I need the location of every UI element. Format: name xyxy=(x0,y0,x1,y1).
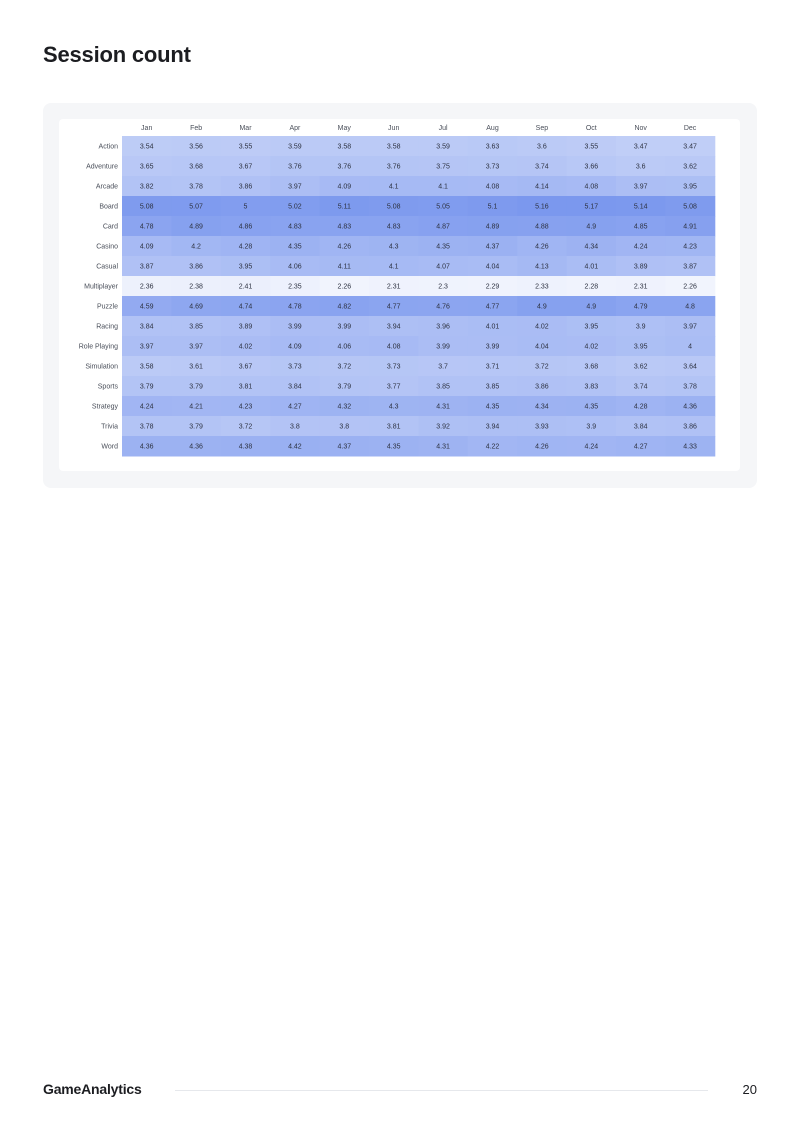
y-tick-label: Sports xyxy=(97,383,118,391)
cell-value-label: 4.09 xyxy=(288,343,302,351)
cell-value-label: 3.95 xyxy=(683,183,697,191)
cell-value-label: 3.87 xyxy=(139,263,154,271)
x-tick-label: Oct xyxy=(585,125,597,132)
cell-value-label: 4.02 xyxy=(584,343,599,351)
cell-value-label: 3.72 xyxy=(535,363,549,371)
cell-value-label: 3.8 xyxy=(339,423,350,431)
cell-value-label: 2.41 xyxy=(238,283,253,291)
cell-value-label: 3.79 xyxy=(139,383,154,391)
cell-value-label: 4.26 xyxy=(337,243,352,251)
x-tick-label: Nov xyxy=(634,125,647,132)
cell-value-label: 3.71 xyxy=(485,363,500,371)
cell-value-label: 4.11 xyxy=(337,263,351,271)
cell-value-label: 4.8 xyxy=(685,303,695,311)
cell-value-label: 4.42 xyxy=(288,443,302,451)
cell-value-label: 5.14 xyxy=(633,203,648,211)
cell-value-label: 3.84 xyxy=(288,383,302,391)
cell-value-label: 3.66 xyxy=(584,163,599,171)
cell-value-label: 4.01 xyxy=(584,263,599,271)
y-tick-label: Casual xyxy=(96,263,118,271)
cell-value-label: 3.97 xyxy=(683,323,697,331)
cell-value-label: 4.36 xyxy=(189,443,203,451)
cell-value-label: 4.88 xyxy=(535,223,549,231)
x-tick-label: Jun xyxy=(388,125,400,132)
cell-value-label: 3.95 xyxy=(238,263,253,271)
cell-value-label: 4.06 xyxy=(337,343,352,351)
cell-value-label: 4.08 xyxy=(485,183,500,191)
cell-value-label: 4.37 xyxy=(485,243,500,251)
cell-value-label: 4.79 xyxy=(633,303,648,311)
footer-divider xyxy=(175,1090,708,1091)
cell-value-label: 4.83 xyxy=(386,223,401,231)
cell-value-label: 3.58 xyxy=(337,143,352,151)
cell-value-label: 3.63 xyxy=(485,143,500,151)
cell-value-label: 3.74 xyxy=(633,383,648,391)
cell-value-label: 4.14 xyxy=(535,183,549,191)
cell-value-label: 4.26 xyxy=(535,243,549,251)
x-tick-label: Dec xyxy=(683,125,697,132)
cell-value-label: 4.38 xyxy=(238,443,253,451)
cell-value-label: 3.73 xyxy=(386,363,401,371)
cell-value-label: 5.05 xyxy=(436,203,450,211)
cell-value-label: 3.58 xyxy=(386,143,401,151)
cell-value-label: 4.28 xyxy=(633,403,648,411)
cell-value-label: 3.86 xyxy=(238,183,253,191)
cell-value-label: 4.1 xyxy=(438,183,448,191)
cell-value-label: 4.09 xyxy=(337,183,352,191)
cell-value-label: 4.37 xyxy=(337,443,352,451)
cell-value-label: 4.26 xyxy=(535,443,549,451)
cell-value-label: 2.29 xyxy=(485,283,500,291)
chart-card xyxy=(59,119,740,471)
cell-value-label: 3.56 xyxy=(189,143,203,151)
cell-value-label: 4.35 xyxy=(436,243,450,251)
cell-value-label: 3.95 xyxy=(633,343,648,351)
cell-value-label: 3.86 xyxy=(683,423,697,431)
cell-value-label: 3.85 xyxy=(436,383,450,391)
y-tick-label: Trivia xyxy=(101,423,118,431)
cell-value-label: 3.76 xyxy=(337,163,352,171)
cell-value-label: 4.83 xyxy=(288,223,302,231)
y-tick-label: Simulation xyxy=(85,363,118,371)
cell-value-label: 3.86 xyxy=(535,383,549,391)
cell-value-label: 3.6 xyxy=(537,143,547,151)
x-tick-label: Sep xyxy=(535,125,549,132)
cell-value-label: 3.95 xyxy=(584,323,599,331)
cell-value-label: 5.17 xyxy=(584,203,599,211)
cell-value-label: 4.27 xyxy=(633,443,648,451)
cell-value-label: 3.72 xyxy=(337,363,352,371)
cell-value-label: 5.02 xyxy=(288,203,302,211)
y-tick-label: Card xyxy=(102,223,118,231)
x-tick-label: May xyxy=(337,125,351,132)
page-title: Session count xyxy=(43,42,191,67)
cell-value-label: 2.28 xyxy=(584,283,599,291)
cell-value-label: 3.84 xyxy=(139,323,154,331)
x-tick-label: Feb xyxy=(190,125,203,132)
cell-value-label: 4.01 xyxy=(485,323,500,331)
cell-value-label: 3.97 xyxy=(139,343,154,351)
cell-value-label: 3.8 xyxy=(290,423,300,431)
cell-value-label: 4.78 xyxy=(139,223,154,231)
cell-value-label: 3.74 xyxy=(535,163,549,171)
cell-value-label: 4.3 xyxy=(388,243,399,251)
cell-value-label: 5.07 xyxy=(189,203,203,211)
cell-value-label: 2.26 xyxy=(337,283,352,291)
cell-value-label: 4.36 xyxy=(683,403,697,411)
y-tick-label: Board xyxy=(99,203,118,211)
cell-value-label: 4.77 xyxy=(485,303,500,311)
cell-value-label: 4.04 xyxy=(535,343,549,351)
cell-value-label: 4.02 xyxy=(238,343,253,351)
cell-value-label: 4.13 xyxy=(535,263,549,271)
cell-value-label: 4.31 xyxy=(436,443,450,451)
cell-value-label: 4.69 xyxy=(189,303,203,311)
cell-value-label: 3.83 xyxy=(584,383,599,391)
cell-value-label: 3.86 xyxy=(189,263,203,271)
cell-value-label: 4.32 xyxy=(337,403,352,411)
cell-value-label: 2.3 xyxy=(438,283,448,291)
cell-value-label: 3.47 xyxy=(683,143,697,151)
x-tick-label: Jan xyxy=(141,125,153,132)
cell-value-label: 3.94 xyxy=(386,323,401,331)
cell-value-label: 5.08 xyxy=(139,203,154,211)
cell-value-label: 3.59 xyxy=(436,143,450,151)
cell-value-label: 3.54 xyxy=(139,143,154,151)
cell-value-label: 3.81 xyxy=(386,423,401,431)
cell-value-label: 4.3 xyxy=(388,403,399,411)
cell-value-label: 4.85 xyxy=(633,223,648,231)
page-number: 20 xyxy=(742,1082,757,1097)
cell-value-label: 4.35 xyxy=(584,403,599,411)
cell-value-label: 3.96 xyxy=(436,323,450,331)
cell-value-label: 4.27 xyxy=(288,403,302,411)
cell-value-label: 4.35 xyxy=(386,443,401,451)
cell-value-label: 3.9 xyxy=(635,323,646,331)
cell-value-label: 4.34 xyxy=(535,403,549,411)
cell-value-label: 4.24 xyxy=(139,403,154,411)
cell-value-label: 3.99 xyxy=(485,343,500,351)
cell-value-label: 4.31 xyxy=(436,403,450,411)
cell-value-label: 4.83 xyxy=(337,223,352,231)
cell-value-label: 3.62 xyxy=(683,163,697,171)
cell-value-label: 5.08 xyxy=(683,203,697,211)
cell-value-label: 3.78 xyxy=(139,423,154,431)
cell-value-label: 4.9 xyxy=(586,223,597,231)
cell-value-label: 3.81 xyxy=(238,383,253,391)
cell-value-label: 3.73 xyxy=(485,163,500,171)
cell-value-label: 3.99 xyxy=(288,323,302,331)
cell-value-label: 5.1 xyxy=(487,203,498,211)
cell-value-label: 2.31 xyxy=(633,283,648,291)
cell-value-label: 3.6 xyxy=(635,163,646,171)
cell-value-label: 3.62 xyxy=(633,363,648,371)
y-tick-label: Adventure xyxy=(86,163,118,171)
x-tick-label: Apr xyxy=(289,125,301,132)
cell-value-label: 4.1 xyxy=(388,183,399,191)
cell-value-label: 4.1 xyxy=(388,263,399,271)
cell-value-label: 4.02 xyxy=(535,323,549,331)
cell-value-label: 4.34 xyxy=(584,243,599,251)
cell-value-label: 3.67 xyxy=(238,363,253,371)
cell-value-label: 3.7 xyxy=(438,363,448,371)
cell-value-label: 3.47 xyxy=(633,143,648,151)
cell-value-label: 4.91 xyxy=(683,223,697,231)
cell-value-label: 4.59 xyxy=(139,303,154,311)
y-tick-label: Role Playing xyxy=(78,343,118,351)
cell-value-label: 3.93 xyxy=(535,423,549,431)
cell-value-label: 4.36 xyxy=(139,443,154,451)
cell-value-label: 3.92 xyxy=(436,423,450,431)
cell-value-label: 3.84 xyxy=(633,423,648,431)
cell-value-label: 4.28 xyxy=(238,243,253,251)
cell-value-label: 3.73 xyxy=(288,363,302,371)
cell-value-label: 3.77 xyxy=(386,383,401,391)
chart-panel xyxy=(43,103,757,488)
cell-value-label: 3.99 xyxy=(436,343,450,351)
cell-value-label: 4.24 xyxy=(584,443,599,451)
cell-value-label: 3.65 xyxy=(139,163,154,171)
y-tick-label: Multiplayer xyxy=(84,283,118,291)
cell-value-label: 4.2 xyxy=(191,243,201,251)
y-tick-label: Arcade xyxy=(95,183,118,191)
cell-value-label: 3.87 xyxy=(683,263,697,271)
cell-value-label: 4 xyxy=(688,343,693,351)
cell-value-label: 3.68 xyxy=(584,363,599,371)
cell-value-label: 4.89 xyxy=(485,223,500,231)
session-count-heatmap xyxy=(59,119,740,471)
cell-value-label: 3.67 xyxy=(238,163,253,171)
cell-value-label: 3.59 xyxy=(288,143,302,151)
y-tick-label: Casino xyxy=(96,243,118,251)
cell-value-label: 4.09 xyxy=(139,243,154,251)
cell-value-label: 2.36 xyxy=(139,283,154,291)
cell-value-label: 4.06 xyxy=(288,263,302,271)
cell-value-label: 4.22 xyxy=(485,443,500,451)
x-tick-label: Mar xyxy=(239,125,252,132)
cell-value-label: 4.82 xyxy=(337,303,352,311)
cell-value-label: 3.75 xyxy=(436,163,450,171)
cell-value-label: 3.58 xyxy=(139,363,154,371)
y-tick-label: Puzzle xyxy=(96,303,118,311)
cell-value-label: 3.89 xyxy=(238,323,253,331)
cell-value-label: 3.79 xyxy=(337,383,352,391)
x-tick-label: Aug xyxy=(486,125,499,132)
cell-value-label: 4.74 xyxy=(238,303,253,311)
cell-value-label: 4.87 xyxy=(436,223,450,231)
cell-value-label: 4.04 xyxy=(485,263,500,271)
cell-value-label: 4.07 xyxy=(436,263,450,271)
cell-value-label: 4.08 xyxy=(584,183,599,191)
cell-value-label: 4.08 xyxy=(386,343,401,351)
cell-value-label: 4.24 xyxy=(633,243,648,251)
cell-value-label: 3.85 xyxy=(485,383,500,391)
cell-value-label: 4.33 xyxy=(683,443,697,451)
cell-value-label: 3.55 xyxy=(584,143,599,151)
cell-value-label: 3.61 xyxy=(189,363,203,371)
cell-value-label: 2.31 xyxy=(386,283,401,291)
cell-value-label: 3.94 xyxy=(485,423,500,431)
cell-value-label: 3.64 xyxy=(683,363,697,371)
cell-value-label: 4.77 xyxy=(386,303,401,311)
cell-value-label: 3.82 xyxy=(139,183,154,191)
cell-value-label: 3.76 xyxy=(288,163,302,171)
cell-value-label: 2.26 xyxy=(683,283,697,291)
cell-value-label: 3.79 xyxy=(189,383,203,391)
cell-value-label: 3.97 xyxy=(288,183,302,191)
y-tick-label: Word xyxy=(101,443,118,451)
cell-value-label: 3.89 xyxy=(633,263,648,271)
cell-value-label: 3.72 xyxy=(238,423,253,431)
cell-value-label: 5.08 xyxy=(386,203,401,211)
footer-brand-logo: GameAnalytics xyxy=(43,1081,142,1097)
cell-value-label: 4.9 xyxy=(586,303,597,311)
cell-value-label: 4.9 xyxy=(537,303,547,311)
cell-value-label: 2.38 xyxy=(189,283,203,291)
cell-value-label: 3.68 xyxy=(189,163,203,171)
cell-value-label: 4.78 xyxy=(288,303,302,311)
cell-value-label: 4.86 xyxy=(238,223,253,231)
cell-value-label: 3.85 xyxy=(189,323,203,331)
cell-value-label: 4.76 xyxy=(436,303,450,311)
cell-value-label: 3.55 xyxy=(238,143,253,151)
cell-value-label: 3.97 xyxy=(633,183,648,191)
cell-value-label: 3.78 xyxy=(683,383,697,391)
cell-value-label: 4.23 xyxy=(683,243,697,251)
cell-value-label: 5.16 xyxy=(535,203,549,211)
y-tick-label: Racing xyxy=(96,323,118,331)
cell-value-label: 2.35 xyxy=(288,283,302,291)
cell-value-label: 3.97 xyxy=(189,343,203,351)
cell-value-label: 3.78 xyxy=(189,183,203,191)
cell-value-label: 4.23 xyxy=(238,403,253,411)
x-tick-label: Jul xyxy=(438,125,448,132)
cell-value-label: 3.99 xyxy=(337,323,352,331)
cell-value-label: 3.79 xyxy=(189,423,203,431)
y-tick-label: Action xyxy=(98,143,118,151)
cell-value-label: 4.35 xyxy=(485,403,500,411)
y-tick-label: Strategy xyxy=(91,403,118,411)
cell-value-label: 2.33 xyxy=(535,283,549,291)
cell-value-label: 5 xyxy=(243,203,248,211)
cell-value-label: 3.76 xyxy=(386,163,401,171)
cell-value-label: 4.21 xyxy=(189,403,203,411)
cell-value-label: 5.11 xyxy=(337,203,351,211)
cell-value-label: 4.89 xyxy=(189,223,203,231)
cell-value-label: 4.35 xyxy=(288,243,302,251)
cell-value-label: 3.9 xyxy=(586,423,597,431)
